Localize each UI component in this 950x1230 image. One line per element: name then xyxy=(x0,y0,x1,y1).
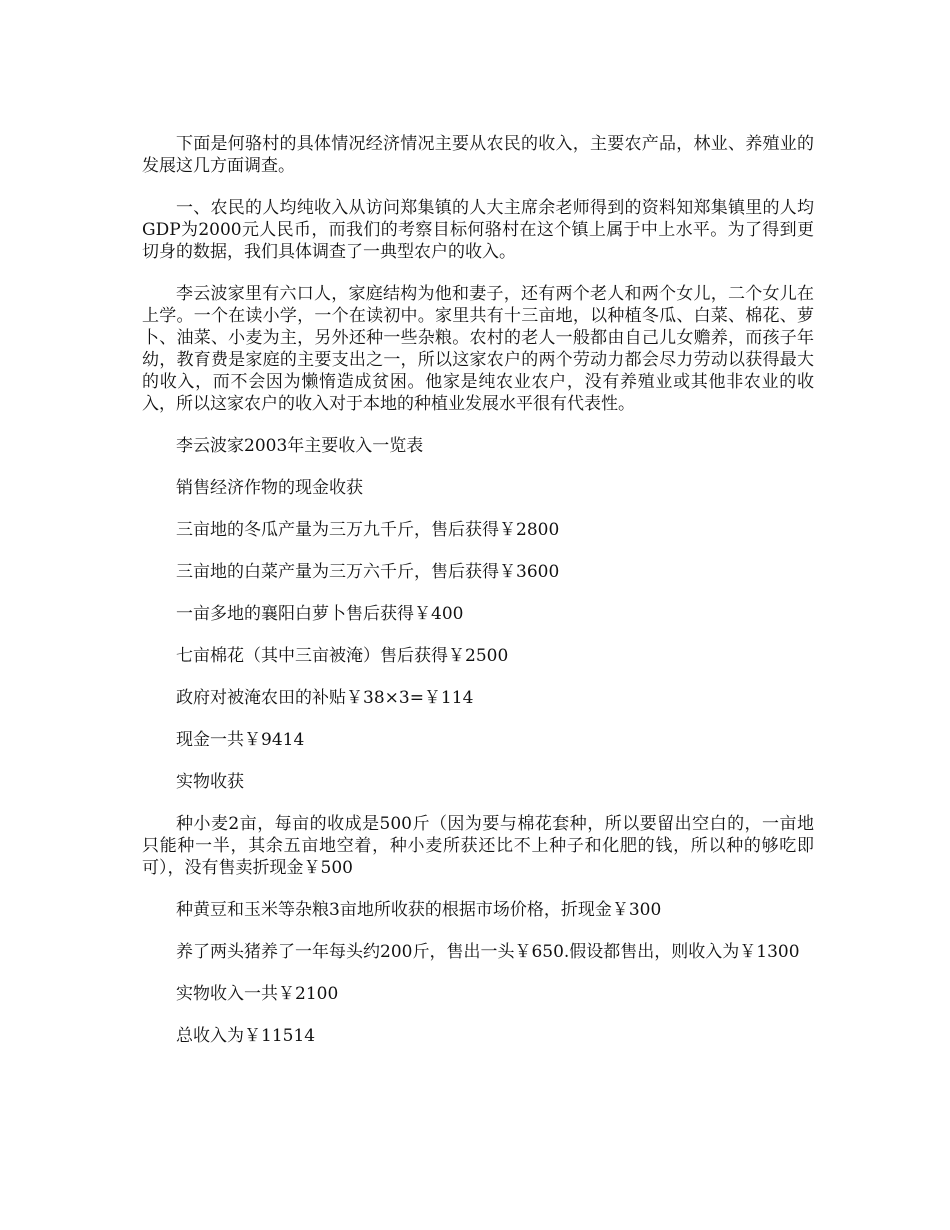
income-line-pigs: 养了两头猪养了一年每头约200斤，售出一头￥650.假设都售出，则收入为￥1300 xyxy=(176,942,800,962)
income-line-subsidy: 政府对被淹农田的补贴￥38×3=￥114 xyxy=(176,688,474,708)
income-line-wax-gourd: 三亩地的冬瓜产量为三万九千斤，售后获得￥2800 xyxy=(176,520,560,540)
document-body xyxy=(142,133,814,1067)
household-description-paragraph: 李云波家里有六口人，家庭结构为他和妻子，还有两个老人和两个女儿，二个女儿在上学。一个在读小学，一个在读初中。家里共有十三亩地，以种植冬瓜、白菜、棉花、萝卜、油菜、小麦为主，另外还种一些杂粮。农村的老人一般都由自己儿女赡养，而孩子年幼，教育费是家庭的主要支出之一，所以这家农户的两个劳动力都会尽力劳动以获得最大的收入，而不会因为懒惰造成贫困。他家是纯农业农户，没有养殖业或其他非农业的收入，所以这家农户的收入对于本地的种植业发展水平很有代表性。 xyxy=(142,284,814,414)
income-line-radish: 一亩多地的襄阳白萝卜售后获得￥400 xyxy=(176,604,464,624)
income-line-cotton: 七亩棉花（其中三亩被淹）售后获得￥2500 xyxy=(176,646,509,666)
income-table-title: 李云波家2003年主要收入一览表 xyxy=(176,436,424,456)
cash-income-heading: 销售经济作物的现金收获 xyxy=(176,478,363,498)
cash-total: 现金一共￥9414 xyxy=(176,730,305,750)
in-kind-total: 实物收入一共￥2100 xyxy=(176,984,339,1004)
section-one-paragraph: 一、农民的人均纯收入从访问郑集镇的人大主席余老师得到的资料知郑集镇里的人均GDP为2000元人民币，而我们的考察目标何骆村在这个镇上属于中上水平。为了得到更切身的数据，我们具体调查了一典型农户的收入。 xyxy=(142,198,814,262)
intro-paragraph: 下面是何骆村的具体情况经济情况主要从农民的收入，主要农产品，林业、养殖业的发展这几方面调查。 xyxy=(142,134,814,176)
income-line-grains: 种黄豆和玉米等杂粮3亩地所收获的根据市场价格，折现金￥300 xyxy=(176,900,662,920)
income-line-cabbage: 三亩地的白菜产量为三万六千斤，售后获得￥3600 xyxy=(176,562,560,582)
income-line-wheat: 种小麦2亩，每亩的收成是500斤（因为要与棉花套种，所以要留出空白的，一亩地只能种一半，其余五亩地空着，种小麦所获还比不上种子和化肥的钱，所以种的够吃即可），没有售卖折现金￥500 xyxy=(142,814,814,878)
in-kind-income-heading: 实物收获 xyxy=(176,772,244,792)
grand-total: 总收入为￥11514 xyxy=(176,1026,316,1046)
